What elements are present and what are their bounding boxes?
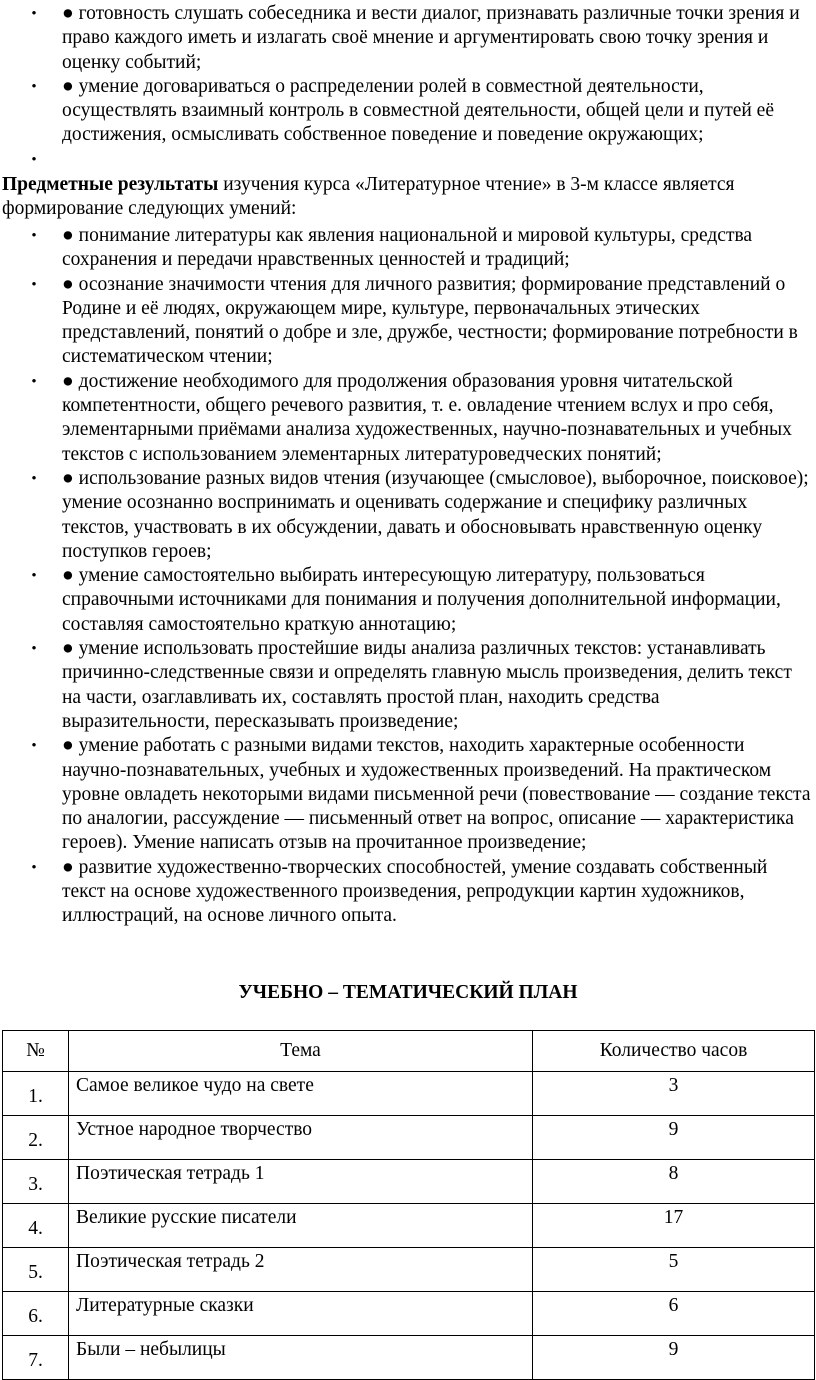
bullet-marker: • — [31, 738, 37, 755]
list-item — [0, 370, 816, 467]
row-hours: 5 — [533, 1248, 815, 1292]
subject-results-heading: Предметные результаты — [2, 174, 219, 195]
list-item-text: ● развитие художественно-творческих способностей, умение создавать собственный текст на основе художественного произведения, репродукции картин художников, иллюстраций, на основе личного опыта. — [62, 856, 768, 927]
row-number: 7. — [3, 1336, 69, 1380]
row-number: 2. — [3, 1116, 69, 1160]
list-item — [0, 856, 816, 929]
bullet-marker: • — [31, 859, 37, 876]
bullet-marker: • — [31, 78, 37, 95]
bullet-list-subject — [0, 224, 816, 929]
bullet-list-top — [0, 2, 816, 172]
bullet-marker: • — [31, 151, 37, 168]
list-item-text: ● использование разных видов чтения (изучающее (смысловое), выборочное, поисковое); умение осознанно воспринимать и оценивать содержание и специфику различных текстов, участвовать в их обсуждении, давать и обосновывать нравственную оценку поступков героев; — [62, 467, 809, 562]
column-header-hours: Количество часов — [533, 1031, 815, 1072]
list-item-text: ● умение работать с разными видами текстов, находить характерные особенности научно-познавательных, учебных и художественных произведений. На практическом уровне овладеть некоторыми видами письменной речи (повествование — создание текста по аналогии, рассуждение — письменный ответ на вопрос, описание — характеристика героев). Умение написать отзыв на прочитанное произведение; — [62, 735, 811, 854]
column-header-num: № — [3, 1031, 69, 1072]
table-header-row — [3, 1031, 815, 1072]
row-topic: Были – небылицы — [69, 1336, 533, 1380]
bullet-marker: • — [31, 641, 37, 658]
row-number: 4. — [3, 1204, 69, 1248]
list-item-text: ● умение использовать простейшие виды анализа различных текстов: устанавливать причинно-следственные связи и определять главную мысль произведения, делить текст на части, озаглавливать их, составлять простой план, находить средства выразительности, пересказывать произведение; — [62, 638, 792, 732]
row-topic: Самое великое чудо на свете — [69, 1072, 533, 1116]
row-hours: 6 — [533, 1292, 815, 1336]
subject-results-paragraph — [2, 173, 808, 222]
bullet-marker: • — [31, 228, 37, 244]
table-row — [3, 1116, 815, 1160]
list-item-text: ● достижение необходимого для продолжения образования уровня читательской компетентности, общего речевого развития, т. е. овладение чтением вслух и про себя, элементарными приёмами анализа художественных, научно-познавательных и учебных текстов с использованием элементарных литературоведческих понятий; — [62, 370, 792, 465]
list-item — [0, 224, 816, 273]
list-item — [0, 637, 816, 734]
row-hours: 9 — [533, 1116, 815, 1160]
row-topic: Поэтическая тетрадь 2 — [69, 1248, 533, 1292]
row-number: 1. — [3, 1072, 69, 1116]
list-item-text: ● понимание литературы как явления национальной и мировой культуры, средства сохранения и передачи нравственных ценностей и традиций; — [62, 225, 753, 271]
plan-title: УЧЕБНО – ТЕМАТИЧЕСКИЙ ПЛАН — [238, 982, 578, 1003]
row-hours: 9 — [533, 1336, 815, 1380]
table-row — [3, 1292, 815, 1336]
list-item — [0, 75, 816, 148]
list-item — [0, 467, 816, 564]
list-item — [0, 2, 816, 75]
row-hours: 3 — [533, 1072, 815, 1116]
list-item-text: ● умение договариваться о распределении ролей в совместной деятельности, осуществлять взаимный контроль в совместной деятельности, общей цели и путей её достижения, осмысливать собственное поведение и поведение окружающих; — [62, 75, 774, 146]
row-hours: 17 — [533, 1204, 815, 1248]
bullet-marker: • — [31, 568, 37, 585]
bullet-marker: • — [31, 276, 37, 293]
row-number: 6. — [3, 1292, 69, 1336]
list-item — [0, 734, 816, 855]
list-item — [0, 564, 816, 637]
list-item — [0, 273, 816, 370]
plan-table — [2, 1030, 815, 1380]
list-item-text: ● готовность слушать собеседника и вести диалог, признавать различные точки зрения и право каждого иметь и излагать своё мнение и аргументировать свою точку зрения и оценку событий; — [62, 3, 800, 73]
table-row — [3, 1072, 815, 1116]
row-topic: Поэтическая тетрадь 1 — [69, 1160, 533, 1204]
list-item-text: ● умение самостоятельно выбирать интересующую литературу, пользоваться справочными источниками для понимания и получения дополнительной информации, составляя самостоятельно краткую аннотацию; — [62, 565, 781, 635]
bullet-marker: • — [31, 373, 37, 390]
table-row — [3, 1204, 815, 1248]
row-hours: 8 — [533, 1160, 815, 1204]
table-row — [3, 1248, 815, 1292]
row-number: 3. — [3, 1160, 69, 1204]
row-topic: Устное народное творчество — [69, 1116, 533, 1160]
bullet-marker: • — [31, 6, 37, 22]
list-item-text: ● осознание значимости чтения для личного развития; формирование представлений о Родине и её людях, окружающем мире, культуре, первоначальных этических представлений, понятий о добре и зле, дружбе, честности; формирование потребности в систематическом чтении; — [62, 273, 798, 368]
bullet-marker: • — [31, 470, 37, 487]
subject-results-text: изучения курса «Литературное чтение» в 3-м классе является формирование следующих умений: — [2, 174, 735, 220]
row-topic: Литературные сказки — [69, 1292, 533, 1336]
table-row — [3, 1336, 815, 1380]
row-topic: Великие русские писатели — [69, 1204, 533, 1248]
column-header-topic: Тема — [69, 1031, 533, 1072]
list-item — [0, 148, 816, 172]
table-row — [3, 1160, 815, 1204]
row-number: 5. — [3, 1248, 69, 1292]
